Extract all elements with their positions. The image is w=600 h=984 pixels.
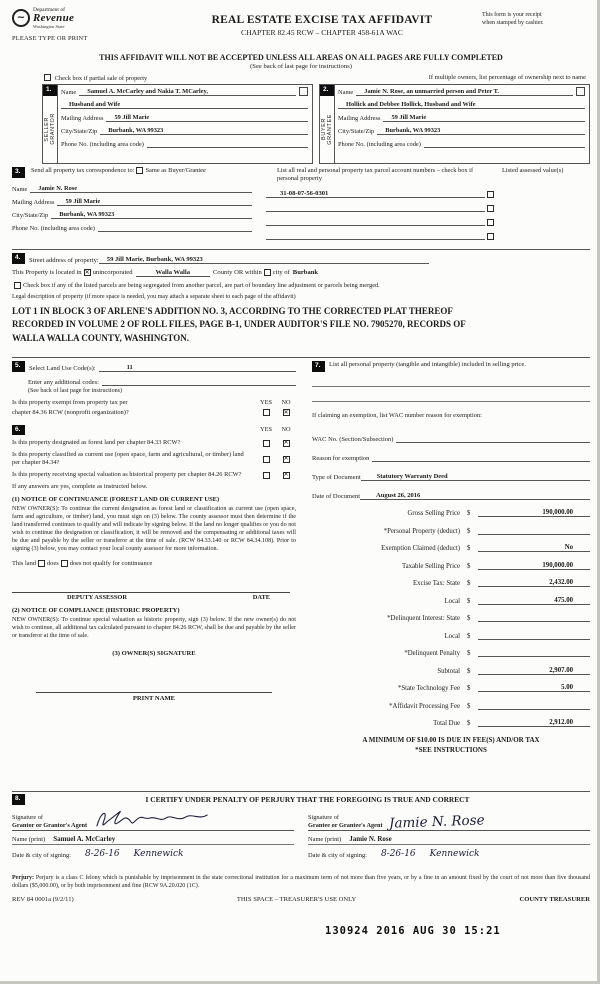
warning-banner: THIS AFFIDAVIT WILL NOT BE ACCEPTED UNLESS ALL AREAS ON ALL PAGES ARE FULLY COMPLETED xyxy=(99,53,503,62)
grantor-signature xyxy=(91,808,219,832)
unincorporated-label: unincorporated xyxy=(92,269,133,276)
parcel-number-1: 31-08-07-56-0301 xyxy=(266,190,485,198)
dollar-sign: $ xyxy=(467,597,471,605)
county-or-within-label: County OR within xyxy=(213,269,262,276)
grantee-name-print-label: Name (print) xyxy=(308,835,342,843)
send-correspondence-label: Send all property tax correspondence to: xyxy=(31,167,135,174)
fee-label: Taxable Selling Price xyxy=(401,562,460,570)
fee-row-personal-property xyxy=(312,527,590,535)
date-label: DATE xyxy=(252,594,270,602)
exempt-question-line1: Is this property exempt from property tax per xyxy=(12,398,128,406)
segregated-checkbox[interactable] xyxy=(14,282,21,289)
form-revision-number: REV 84 0001a (9/2/11) xyxy=(12,895,74,903)
exempt-question-line2: chapter 84.36 RCW (nonprofit organization)? xyxy=(12,408,129,416)
dollar-sign: $ xyxy=(467,510,471,517)
dollar-sign: $ xyxy=(467,702,471,710)
partial-sale-label: Check box if partial sale of property xyxy=(54,75,148,82)
does-label: does xyxy=(46,560,59,568)
partial-sale-option xyxy=(42,74,147,82)
dollar-sign: $ xyxy=(467,720,471,727)
dollar-sign: $ xyxy=(467,545,471,552)
perjury-label: Perjury: xyxy=(12,875,34,881)
parcel-2-personal-checkbox[interactable] xyxy=(487,205,494,212)
fee-row-excise-local xyxy=(312,597,590,605)
fee-row-total-due xyxy=(312,719,590,727)
additional-codes-field[interactable] xyxy=(102,378,296,386)
section-4 xyxy=(12,249,590,353)
fee-value: 2,912.00 xyxy=(478,719,590,727)
buyer-csz-value: Burbank, WA 99323 xyxy=(377,127,585,135)
parcel-numbers-header: List all real and personal property tax parcel account numbers – check box if personal property xyxy=(277,167,474,182)
grantor-signature-field[interactable] xyxy=(87,808,294,830)
deputy-assessor-label: DEPUTY ASSESSOR xyxy=(67,594,127,602)
fee-value xyxy=(478,702,590,710)
fee-label: Local xyxy=(444,597,460,605)
legal-line-2: RECORDED IN VOLUME 2 OF ROLL FILES, PAGE B-1, UNDER AUDITOR'S FILE NO. 7905270, RECORDS OF xyxy=(12,319,466,329)
legal-description-text xyxy=(12,305,578,346)
dollar-sign: $ xyxy=(467,650,471,657)
grantee-city-value: Kennewick xyxy=(429,848,480,859)
logo-state-text: Washington State xyxy=(33,24,65,29)
no-header-2: NO xyxy=(281,426,291,434)
logo-dept-text: Department of xyxy=(33,7,65,13)
fee-label: Local xyxy=(444,632,460,640)
seller-csz-label: City/State/Zip xyxy=(61,128,98,135)
section-1-badge: 1. xyxy=(43,85,57,96)
exempt-no-checkbox[interactable]: ✕ xyxy=(283,408,289,416)
grantee-agent-label: Grantee or Grantee's Agent xyxy=(308,821,383,829)
buyer-side-label: BUYER xyxy=(321,118,327,141)
forest-land-question: Is this property designated as forest land per chapter 84.33 RCW? xyxy=(12,439,181,446)
seller-csz-value: Burbank, WA 99323 xyxy=(100,127,308,135)
fee-label: *Delinquent Penalty xyxy=(404,650,460,657)
form-title: REAL ESTATE EXCISE TAX AFFIDAVIT xyxy=(211,14,433,26)
fee-label: Gross Selling Price xyxy=(407,510,460,517)
please-type-note: PLEASE TYPE OR PRINT xyxy=(12,35,88,42)
forest-no-checkbox[interactable]: ✕ xyxy=(283,439,289,446)
city-of-label: city of xyxy=(272,269,290,276)
owners-signature-label: (3) OWNER(S) SIGNATURE xyxy=(112,650,196,658)
dollar-sign: $ xyxy=(467,685,471,692)
dollar-sign: $ xyxy=(467,632,471,640)
grantor-side-label: GRANTOR xyxy=(50,113,56,146)
dor-logo xyxy=(12,7,162,29)
fee-label: Excise Tax: State xyxy=(413,580,460,587)
treasurer-date-stamp: 130924 2016 AUG 30 15:21 xyxy=(325,925,501,937)
buyer-phone-label: Phone No. (including area code) xyxy=(338,141,421,148)
assessed-values-header: Listed assessed value(s) xyxy=(502,167,564,174)
fee-label: Total Due xyxy=(433,720,460,727)
dollar-sign: $ xyxy=(467,667,471,675)
fee-row-gross xyxy=(312,509,590,517)
fee-row-delinquent-interest-local xyxy=(312,632,590,640)
notice-continuance-title: (1) NOTICE OF CONTINUANCE (FOREST LAND OR CURRENT USE) xyxy=(12,496,220,503)
historic-yes-checkbox[interactable] xyxy=(263,472,270,479)
ownership-percentage-box[interactable] xyxy=(576,87,585,96)
personal-property-field-1[interactable] xyxy=(312,376,590,387)
no-header: NO xyxy=(281,399,291,406)
correspondence-phone-label: Phone No. (including area code) xyxy=(12,225,95,232)
buyer-mailing-label: Mailing Address xyxy=(338,115,381,122)
fee-row-delinquent-interest-state xyxy=(312,614,590,622)
current-use-yes-checkbox[interactable] xyxy=(263,456,270,463)
reason-exemption-field[interactable] xyxy=(372,454,590,462)
parcel-3-personal-checkbox[interactable] xyxy=(487,219,494,226)
dollar-sign: $ xyxy=(467,615,471,622)
revenue-logo-icon: ~ xyxy=(12,9,30,27)
dollar-sign: $ xyxy=(467,562,471,570)
notice-continuance-body: NEW OWNER(S): To continue the current designation as forest land or classification as current use (open space, farm and agriculture, or timber) land, you must sign on (3) below. The county assessor must then determine if the land transferred continues to qualify and will indicate by signing below. If the land no longer qualifies or you do not wish to continue the designation or classification, it will be removed and the compensating or additional taxes will be due and payable by the seller or transferor at the time of sale. (RCW 84.33.140 or RCW 84.34.108). Prior to signing (3) below, you may contact your local county assessor for more information. xyxy=(12,506,296,553)
fee-row-excise-state xyxy=(312,579,590,587)
seller-phone-field[interactable] xyxy=(147,140,308,148)
wac-number-field[interactable] xyxy=(396,435,590,443)
grantor-signature-of-label: Signature of xyxy=(12,813,43,821)
located-in-label: This Property is located in xyxy=(12,269,82,276)
grantee-signature-of-label: Signature of xyxy=(308,813,339,821)
personal-property-field-2[interactable] xyxy=(312,391,590,402)
ownership-percentage-box[interactable] xyxy=(299,87,308,96)
grantor-city-value: Kennewick xyxy=(133,848,184,859)
land-does-checkbox[interactable] xyxy=(38,560,45,567)
print-name-line[interactable] xyxy=(36,681,272,693)
fee-value xyxy=(478,632,590,640)
section-3 xyxy=(12,167,590,245)
buyer-csz-label: City/State/Zip xyxy=(338,128,375,135)
see-back-note: (See back of last page for instructions) xyxy=(250,63,352,70)
reason-exemption-label: Reason for exemption xyxy=(312,454,370,462)
fee-row-technology-fee xyxy=(312,684,590,692)
buyer-section xyxy=(319,84,590,164)
deputy-assessor-signature-line[interactable] xyxy=(12,583,290,593)
fee-value: 475.00 xyxy=(478,597,590,605)
fee-value: 2,907.00 xyxy=(478,667,590,675)
street-address-label: Street address of property: xyxy=(29,256,99,264)
buyer-name-label: Name xyxy=(338,89,354,96)
seller-name-label: Name xyxy=(61,89,77,96)
forest-yes-checkbox[interactable] xyxy=(263,440,270,447)
receipt-note-line1: This form is your receipt xyxy=(482,12,542,18)
receipt-note-line2: when stamped by cashier. xyxy=(482,19,544,26)
see-instructions-note: *SEE INSTRUCTIONS xyxy=(415,746,487,754)
correspondence-csz-label: City/State/Zip xyxy=(12,212,49,219)
correspondence-mailing-label: Mailing Address xyxy=(12,199,55,206)
deputy-assessor-block xyxy=(12,583,296,601)
correspondence-mailing-value: 59 Jill Marie xyxy=(57,198,252,206)
seller-mailing-value: 59 Jill Marie xyxy=(106,114,308,122)
section-2-badge: 2. xyxy=(320,85,334,96)
unincorporated-checkbox[interactable]: ✕ xyxy=(84,268,90,276)
fee-label: *Delinquent Interest: State xyxy=(387,615,460,622)
yes-header: YES xyxy=(260,399,272,406)
date-of-document-label: Date of Document xyxy=(312,492,361,500)
footer-row xyxy=(12,896,590,903)
fee-value xyxy=(478,527,590,535)
this-land-label: This land xyxy=(12,560,36,568)
fee-value xyxy=(478,649,590,657)
grantee-name-print-value: Jamie N. Rose xyxy=(349,834,392,843)
grantor-name-print-value: Samuel A. McCarley xyxy=(53,834,116,843)
grantee-signature: Jamie N. Rose xyxy=(388,811,485,832)
fee-label: Exemption Claimed (deduct) xyxy=(381,545,460,552)
grantee-date-value: 8-26-16 xyxy=(380,848,416,859)
parcel-4-personal-checkbox[interactable] xyxy=(487,233,494,240)
fee-row-processing-fee xyxy=(312,702,590,710)
street-address-value: 59 Jill Marie, Burbank, WA 99323 xyxy=(99,256,429,264)
buyer-mailing-value: 59 Jill Marie xyxy=(383,114,585,122)
seller-name-line1: Samuel A. McCarley and Nakia T. MCarley, xyxy=(79,88,296,96)
same-as-buyer-label: Same as Buyer/Grantee xyxy=(145,167,206,174)
fee-row-taxable xyxy=(312,562,590,570)
multiple-owners-note: If multiple owners, list percentage of ownership next to name xyxy=(428,74,586,81)
fee-label: Subtotal xyxy=(437,667,460,675)
county-treasurer-label: COUNTY TREASURER xyxy=(519,895,590,903)
perjury-text: Perjury is a class C felony which is punishable by imprisonment in the state correctional institution for a maximum term of not more than five years, or by a fine in an amount fixed by the court of not more than five thousand dollars ($5,000.00), or by both imprisonment and fine (RCW 9A.20.020 (1C). xyxy=(12,875,590,889)
form-header xyxy=(12,7,590,51)
print-name-block xyxy=(12,681,296,702)
fee-row-exemption-claimed xyxy=(312,544,590,552)
parcel-1-personal-checkbox[interactable] xyxy=(487,191,494,198)
section-3-badge: 3. xyxy=(12,167,25,178)
fee-value xyxy=(478,614,590,622)
land-does-not-checkbox[interactable] xyxy=(61,560,68,567)
parcel-number-3-field[interactable] xyxy=(266,218,485,226)
continuance-qualify-row xyxy=(12,560,296,567)
date-of-document-value: August 26, 2016 xyxy=(360,492,590,500)
receipt-note xyxy=(482,7,590,28)
section-7-badge: 7. xyxy=(312,361,325,372)
seller-side-label: SELLER xyxy=(44,116,50,142)
form-chapter: CHAPTER 82.45 RCW – CHAPTER 458-61A WAC xyxy=(241,28,403,37)
dollar-sign: $ xyxy=(467,527,471,535)
does-not-label: does not qualify for continuance xyxy=(69,560,153,568)
city-value: Burbank xyxy=(292,269,319,276)
seller-name-line2: Husband and Wife xyxy=(61,101,308,109)
type-of-document-label: Type of Document xyxy=(312,473,361,481)
section-8-badge: 8. xyxy=(12,794,25,805)
buyer-phone-field[interactable] xyxy=(424,140,585,148)
if-yes-note: If any answers are yes, complete as instructed below. xyxy=(12,483,148,490)
see-back-note-2: (See back of last page for instructions) xyxy=(28,387,123,394)
city-checkbox[interactable] xyxy=(264,269,271,276)
seller-mailing-label: Mailing Address xyxy=(61,115,104,122)
grantee-signature-field[interactable] xyxy=(383,808,590,830)
seller-section xyxy=(42,84,313,164)
correspondence-option xyxy=(31,167,271,174)
legal-line-3: WALLA WALLA COUNTY, WASHINGTON. xyxy=(12,332,189,343)
seller-phone-label: Phone No. (including area code) xyxy=(61,141,144,148)
logo-name-text: Revenue xyxy=(33,12,75,24)
section-4-badge: 4. xyxy=(12,253,25,264)
buyer-name-line1: Jamie N. Rose, an unmarried person and Peter T. xyxy=(356,88,573,96)
treasurer-space-label: THIS SPACE – TREASURER'S USE ONLY xyxy=(236,895,357,903)
fee-row-subtotal xyxy=(312,667,590,675)
county-value: Walla Walla xyxy=(136,269,211,277)
yes-header-2: YES xyxy=(260,426,272,434)
fee-value: 2,432.00 xyxy=(478,579,590,587)
fee-value: 190,000.00 xyxy=(478,562,590,570)
grantee-date-city-label: Date & city of signing: xyxy=(308,851,367,859)
fee-value: 190,000.00 xyxy=(478,509,590,517)
additional-codes-label: Enter any additional codes: xyxy=(28,378,99,386)
grantor-agent-label: Grantor or Grantor's Agent xyxy=(12,821,88,829)
grantee-side-label: GRANTEE xyxy=(327,113,333,145)
segregated-label: Check box if any of the listed parcels are being segregated from another parcel, are part of boundary line adjustment or parcels being merged. xyxy=(23,281,380,289)
dollar-sign: $ xyxy=(467,580,471,587)
sections-5-6-column xyxy=(12,358,304,787)
notice-compliance-title: (2) NOTICE OF COMPLIANCE (HISTORIC PROPERTY) xyxy=(12,607,180,615)
grantor-date-value: 8-26-16 xyxy=(84,848,120,859)
print-name-label: PRINT NAME xyxy=(132,695,176,703)
type-of-document-value: Statutory Warranty Deed xyxy=(361,473,590,481)
correspondence-name-label: Name xyxy=(12,186,28,193)
legal-line-1: LOT 1 IN BLOCK 3 OF ARLENE'S ADDITION NO. 3, ACCORDING TO THE CORRECTED PLAT THEREOF xyxy=(12,305,453,316)
land-use-label: Select Land Use Code(s): xyxy=(29,364,96,372)
grantor-name-print-label: Name (print) xyxy=(12,835,46,843)
grantor-date-city-label: Date & city of signing: xyxy=(12,851,71,859)
section-5-badge: 5. xyxy=(12,361,25,372)
notice-compliance-body: NEW OWNER(S): To continue special valuation as historic property, sign (3) below. If the new owner(s) do not wish to continue, all additional tax calculated pursuant to chapter 84.26 RCW, shall be due and payable by the seller or transferor at the time of sale. xyxy=(12,617,296,640)
certify-statement: I CERTIFY UNDER PENALTY OF PERJURY THAT THE FOREGOING IS TRUE AND CORRECT xyxy=(145,794,470,804)
fee-value: 5.00 xyxy=(478,684,590,692)
fee-label: *Personal Property (deduct) xyxy=(383,527,460,535)
parcel-number-4-field[interactable] xyxy=(266,232,485,240)
buyer-name-line2: Hollick and Debbee Hollick, Husband and Wife xyxy=(338,101,585,109)
correspondence-name-value: Jamie N. Rose xyxy=(30,185,252,193)
legal-description-label: Legal description of property (if more space is needed, you may attach a separate sheet to each page of the affidavit) xyxy=(12,293,296,300)
partial-sale-checkbox[interactable] xyxy=(44,74,51,81)
current-use-no-checkbox[interactable]: ✕ xyxy=(283,455,289,462)
grantee-signature-block xyxy=(308,807,590,859)
section-8 xyxy=(12,791,590,871)
correspondence-phone-field[interactable] xyxy=(98,224,252,232)
fee-table xyxy=(312,509,590,727)
land-use-code-value: 11 xyxy=(99,364,296,372)
fee-row-delinquent-penalty xyxy=(312,649,590,657)
current-use-question: Is this property classified as current use (open space, farm and agricultural, or timber) land per chapter 84.34? xyxy=(12,451,244,466)
exempt-yes-checkbox[interactable] xyxy=(263,409,270,416)
wac-number-label: WAC No. (Section/Subsection) xyxy=(312,435,394,443)
section-6-badge: 6. xyxy=(12,425,25,436)
fee-label: *State Technology Fee xyxy=(397,685,460,692)
historic-property-question: Is this property receiving special valuation as historical property per chapter 84.26 RCW? xyxy=(12,471,242,478)
fee-label: *Affidavit Processing Fee xyxy=(389,702,460,710)
minimum-due-note: A MINIMUM OF $10.00 IS DUE IN FEE(S) AND/OR TAX xyxy=(362,736,540,744)
grantor-signature-block xyxy=(12,807,294,859)
personal-property-label: List all personal property (tangible and intangible) included in selling price. xyxy=(329,361,526,368)
parcel-number-2-field[interactable] xyxy=(266,204,485,212)
assessed-values-column xyxy=(510,184,590,240)
same-as-buyer-checkbox[interactable] xyxy=(136,167,143,174)
perjury-paragraph xyxy=(12,875,590,891)
correspondence-csz-value: Burbank, WA 99323 xyxy=(51,211,252,219)
historic-no-checkbox[interactable]: ✕ xyxy=(283,471,289,478)
top-options-row xyxy=(12,74,590,82)
fee-value: No xyxy=(478,544,590,552)
exemption-note: If claiming an exemption, list WAC number reason for exemption: xyxy=(312,411,482,419)
section-7-column xyxy=(304,358,590,787)
